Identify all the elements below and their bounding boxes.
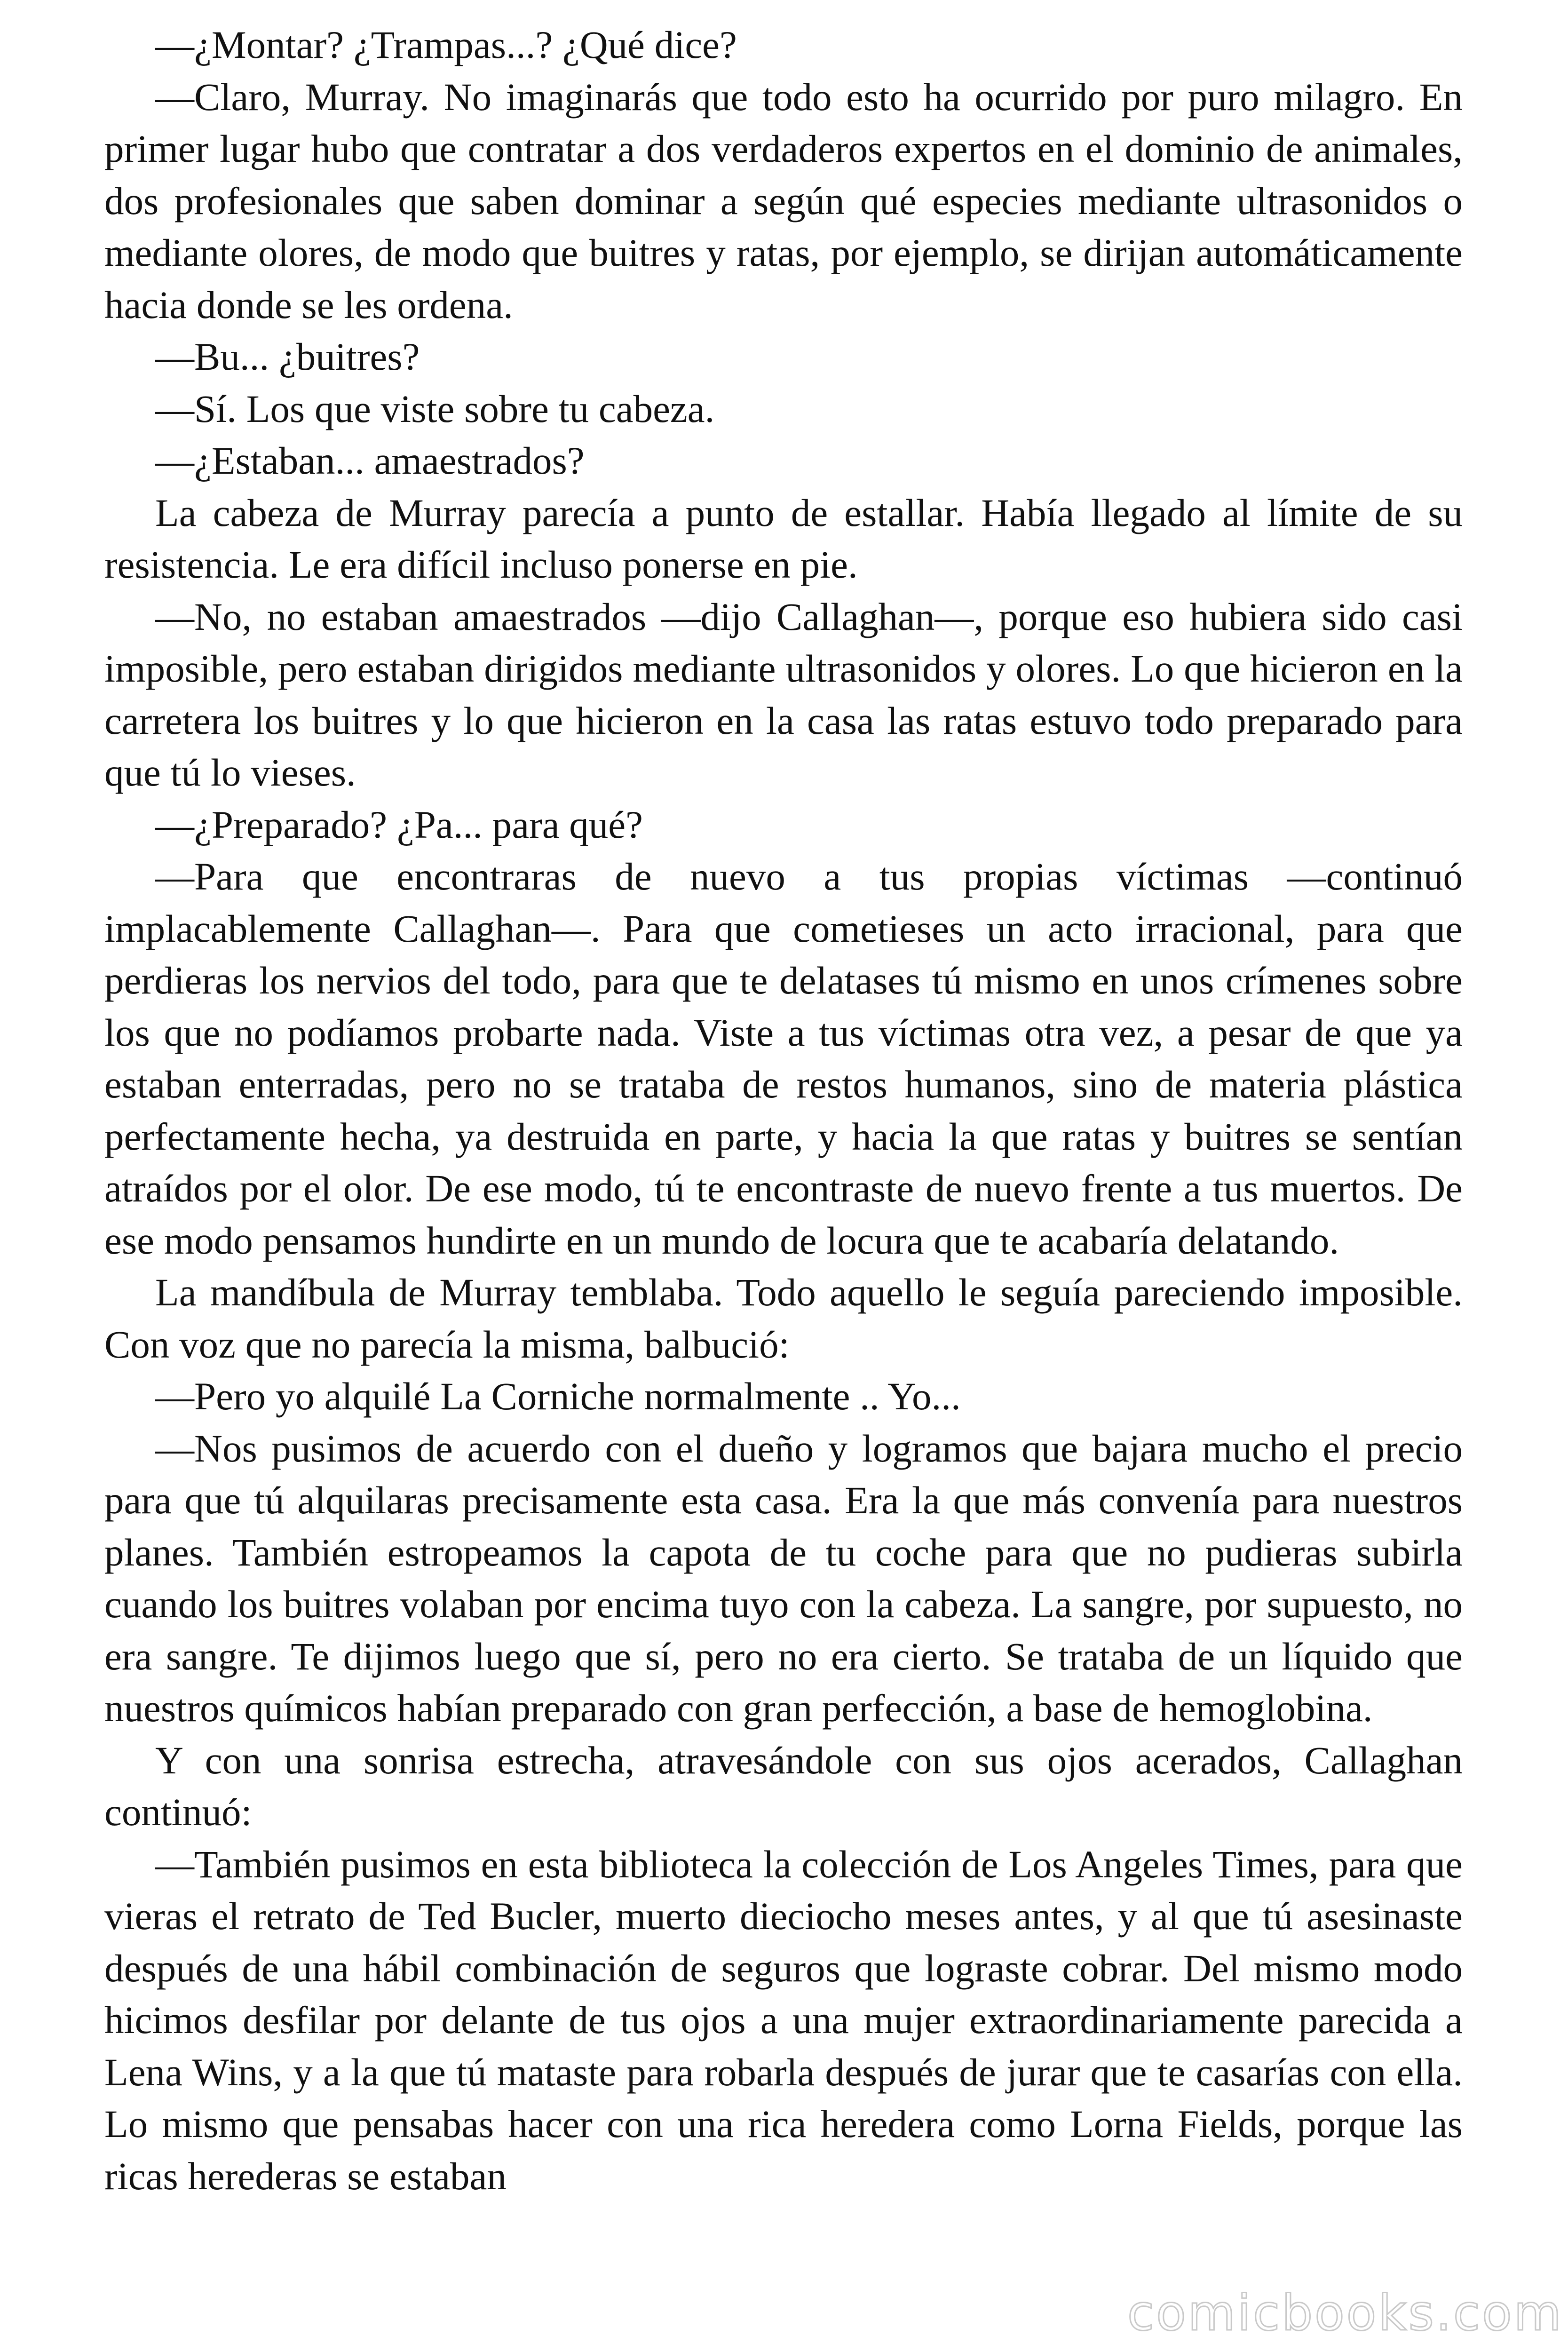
paragraph-8: —¿Preparado? ¿Pa... para qué? — [155, 803, 643, 846]
paragraph-12: —Nos pusimos de acuerdo con el dueño y logramos que bajara mucho el precio para que tú alquilaras precisamente esta casa. Era la que más convenía para nuestros planes. También estropeamos la capota de tu coche para que no pudieras subirla cuando los buitres volaban por encima tuyo con la cabeza. La sangre, por supuesto, no era sangre. Te dijimos luego que sí, pero no era cierto. Se trataba de un líquido que nuestros químicos habían preparado con gran perfección, a base de hemoglobina. — [104, 1426, 1463, 1730]
paragraph-4: —Sí. Los que viste sobre tu cabeza. — [155, 387, 715, 430]
paragraph-5: —¿Estaban... amaestrados? — [155, 439, 585, 482]
paragraph-1: —¿Montar? ¿Trampas...? ¿Qué dice? — [155, 23, 737, 66]
paragraph-2: —Claro, Murray. No imaginarás que todo esto ha ocurrido por puro milagro. En primer lugar hubo que contratar a dos verdaderos expertos en el dominio de animales, dos profesionales que saben dominar a según qué especies mediante ultrasonidos o mediante olores, de modo que buitres y ratas, por ejemplo, se dirijan automáticamente hacia donde se les ordena. — [104, 75, 1463, 326]
paragraph-7: —No, no estaban amaestrados —dijo Callaghan—, porque eso hubiera sido casi imposible, pero estaban dirigidos mediante ultrasonidos y olores. Lo que hicieron en la carretera los buitres y lo que hicieron en la casa las ratas estuvo todo preparado para que tú lo vieses. — [104, 595, 1463, 794]
paragraph-14: —También pusimos en esta biblioteca la colección de Los Angeles Times, para que vieras el retrato de Ted Bucler, muerto dieciocho meses antes, y al que tú asesinaste después de una hábil combinación de seguros que lograste cobrar. Del mismo modo hicimos desfilar por delante de tus ojos a una mujer extraordinariamente parecida a Lena Wins, y a la que tú mataste para robarla después de jurar que te casarías con ella. Lo mismo que pensabas hacer con una rica heredera como Lorna Fields, porque las ricas herederas se estaban — [104, 1842, 1463, 2198]
paragraph-10: La mandíbula de Murray temblaba. Todo aquello le seguía pareciendo imposible. Con voz que no parecía la misma, balbució: — [104, 1271, 1463, 1366]
paragraph-13: Y con una sonrisa estrecha, atravesándole con sus ojos acerados, Callaghan continuó: — [104, 1738, 1463, 1834]
paragraph-3: —Bu... ¿buitres? — [155, 335, 420, 378]
paragraph-6: La cabeza de Murray parecía a punto de estallar. Había llegado al límite de su resistencia. Le era difícil incluso ponerse en pie. — [104, 491, 1463, 586]
paragraph-11: —Pero yo alquilé La Corniche normalmente .. Yo... — [155, 1375, 961, 1418]
paragraph-9: —Para que encontraras de nuevo a tus propias víctimas —continuó implacablemente Callaghan—. Para que cometieses un acto irracional, para que perdieras los nervios del todo, para que te delatases tú mismo en unos crímenes sobre los que no podíamos probarte nada. Viste a tus víctimas otra vez, a pesar de que ya estaban enterradas, pero no se trataba de restos humanos, sino de materia plástica perfectamente hecha, ya destruida en parte, y hacia la que ratas y buitres se sentían atraídos por el olor. De ese modo, tú te encontraste de nuevo frente a tus muertos. De ese modo pensamos hundirte en un mundo de locura que te acabaría delatando. — [104, 855, 1463, 1262]
body-text — [104, 19, 1463, 2202]
watermark-logo: comicbooks.com — [1127, 2284, 1563, 2342]
